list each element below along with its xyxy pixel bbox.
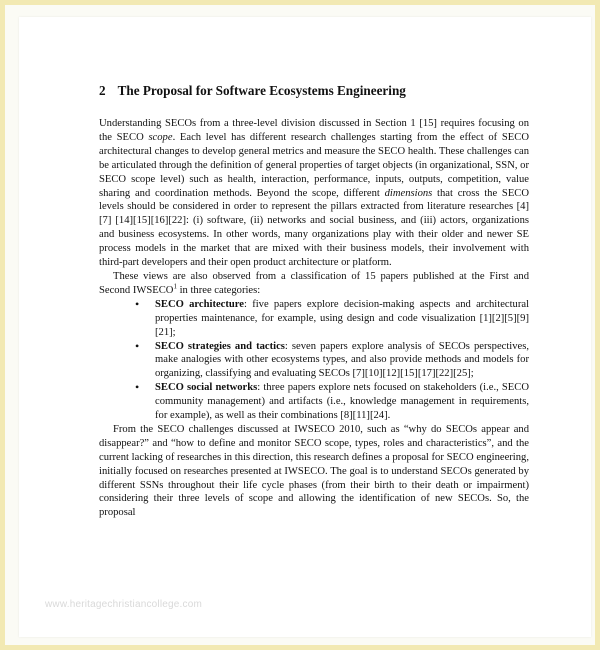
list-item — [155, 381, 529, 423]
paragraph-classification-text-a: These views are also observed from a classification of 15 papers published at the First and Second IWSECO — [99, 270, 529, 296]
section-title: The Proposal for Software Ecosystems Engineering — [117, 83, 406, 98]
category-description: : seven papers explore analysis of SECOs perspectives, make analogies with other ecosystems types, and also provide methods and models for organizing, classifying and evaluating SECOs [7][10][12][15][17][22][25]; — [155, 340, 530, 380]
category-term: SECO social networks — [155, 382, 258, 394]
page-content — [99, 83, 529, 520]
category-description: : five papers explore decision-making aspects and architectural properties maintenance, for example, using design and code visualization [1][2][5][9][21]; — [155, 298, 530, 338]
paragraph-intro-text-b: . Each level has different research challenges starting from the effect of SECO architectural changes to develop general metrics and measure the SECO health. These challenges can be articulated through the definition of general properties of target objects (in organizational, SSN, or SECO scope level) such as health, interaction, performance, inputs, outputs, competition, value sharing and coordination methods. Beyond the scope, different — [99, 131, 529, 199]
category-term: SECO architecture — [155, 298, 245, 310]
paragraph-intro-text-c: that cross the SECO levels should be considered in order to represent the pillars extracted from literature researches [4] [7] [14][15][16][22]: (i) software, (ii) networks and social business, and (iii) actors, organizations and business ecosystems. In other words, many organizations play with their older and newer SE process models in the market that are mixed with their business models, their involvement with third-part developers and their open product architecture or platform. — [99, 187, 530, 269]
paragraph-classification — [99, 270, 529, 298]
emphasis-dimensions: dimensions — [384, 187, 433, 199]
footnote-marker: 1 — [173, 282, 177, 291]
paragraph-intro — [99, 117, 529, 270]
paper-page — [19, 17, 591, 637]
category-term: SECO strategies and tactics — [155, 340, 285, 352]
paragraph-intro-text-a: Understanding SECOs from a three-level division discussed in Section 1 [15] requires focusing on the SECO — [99, 118, 529, 143]
category-description: : three papers explore nets focused on stakeholders (i.e., SECO community management) and artifacts (i.e., knowledge management in requirements, for example), as well as their combinations [8][11][24]. — [155, 382, 529, 422]
section-number: 2 — [99, 83, 106, 98]
list-item — [155, 298, 529, 340]
list-item — [155, 340, 529, 382]
paragraph-classification-text-b: in three categories: — [176, 284, 261, 296]
category-list — [99, 298, 529, 423]
section-heading — [99, 83, 529, 99]
emphasis-scope: scope — [148, 131, 173, 143]
paragraph-challenges: From the SECO challenges discussed at IWSECO 2010, such as “why do SECOs appear and disappear?” and “how to define and monitor SECO scope, types, roles and characteristics”, and the current lacking of researches in this direction, this research defines a proposal for SECO engineering, initially focused on researches presented at IWSECO. The goal is to understand SECOs generated by different SSNs throughout their life cycle phases (from their birth to their death or impairment) considering their three levels of scope and allowing the identification of new SECOs. So, the proposal — [99, 423, 529, 519]
watermark: www.heritagechristiancollege.com — [45, 599, 203, 610]
